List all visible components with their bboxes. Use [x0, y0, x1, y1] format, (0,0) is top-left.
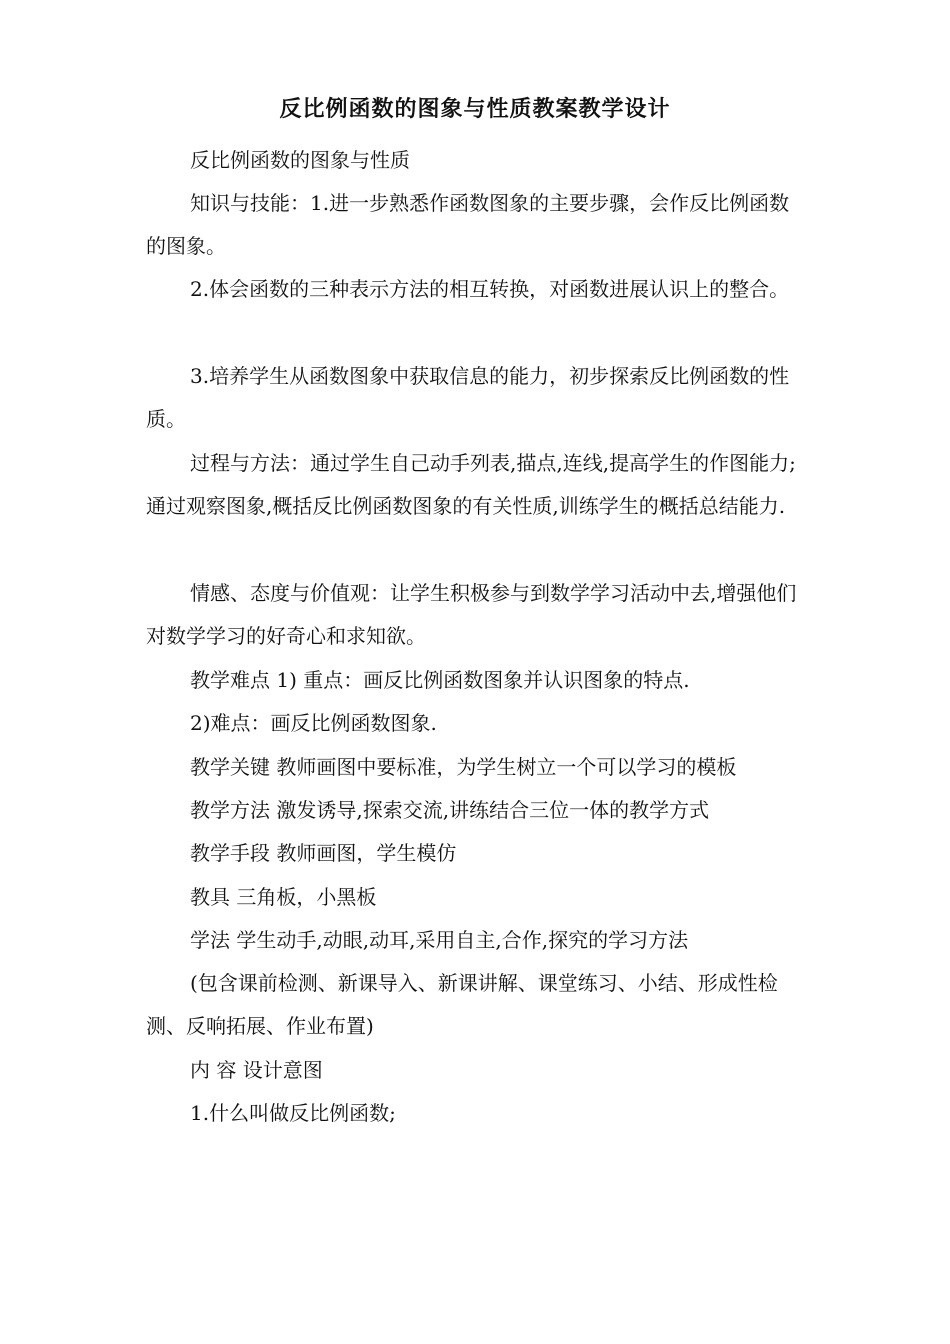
paragraph-information-ability: 3.培养学生从函数图象中获取信息的能力，初步探索反比例函数的性质。: [146, 364, 790, 431]
paragraph-content-design: 内 容 设计意图: [190, 1058, 323, 1082]
paragraph-teaching-means: 教学手段 教师画图，学生模仿: [190, 841, 457, 865]
document-title: 反比例函数的图象与性质教案教学设计: [279, 97, 671, 122]
paragraph-subtitle: 反比例函数的图象与性质: [190, 148, 410, 172]
paragraph-teaching-key: 教学关键 教师画图中要标准，为学生树立一个可以学习的模板: [190, 755, 737, 779]
paragraph-question-one: 1.什么叫做反比例函数;: [190, 1101, 396, 1125]
paragraph-difficulty-point: 2)难点：画反比例函数图象.: [190, 711, 437, 735]
paragraph-knowledge-skills: 知识与技能：1.进一步熟悉作函数图象的主要步骤，会作反比例函数的图象。: [146, 191, 790, 258]
paragraph-teaching-difficulty: 教学难点 1) 重点：画反比例函数图象并认识图象的特点.: [190, 668, 690, 692]
paragraph-lesson-structure: (包含课前检测、新课导入、新课讲解、课堂练习、小结、形成性检测、反响拓展、作业布置): [146, 971, 778, 1038]
paragraph-learning-method: 学法 学生动手,动眼,动耳,采用自主,合作,探究的学习方法: [190, 928, 689, 952]
paragraph-teaching-method: 教学方法 激发诱导,探索交流,讲练结合三位一体的教学方式: [190, 798, 710, 822]
paragraph-process-method: 过程与方法：通过学生自己动手列表,描点,连线,提高学生的作图能力;通过观察图象,概括反比例函数图象的有关性质,训练学生的概括总结能力.: [146, 451, 796, 518]
paragraph-emotion-values: 情感、态度与价值观：让学生积极参与到数学学习活动中去,增强他们对数学学习的好奇心和求知欲。: [146, 581, 797, 648]
paragraph-function-representation: 2.体会函数的三种表示方法的相互转换，对函数进展认识上的整合。: [190, 277, 790, 301]
paragraph-teaching-tools: 教具 三角板，小黑板: [190, 885, 377, 909]
